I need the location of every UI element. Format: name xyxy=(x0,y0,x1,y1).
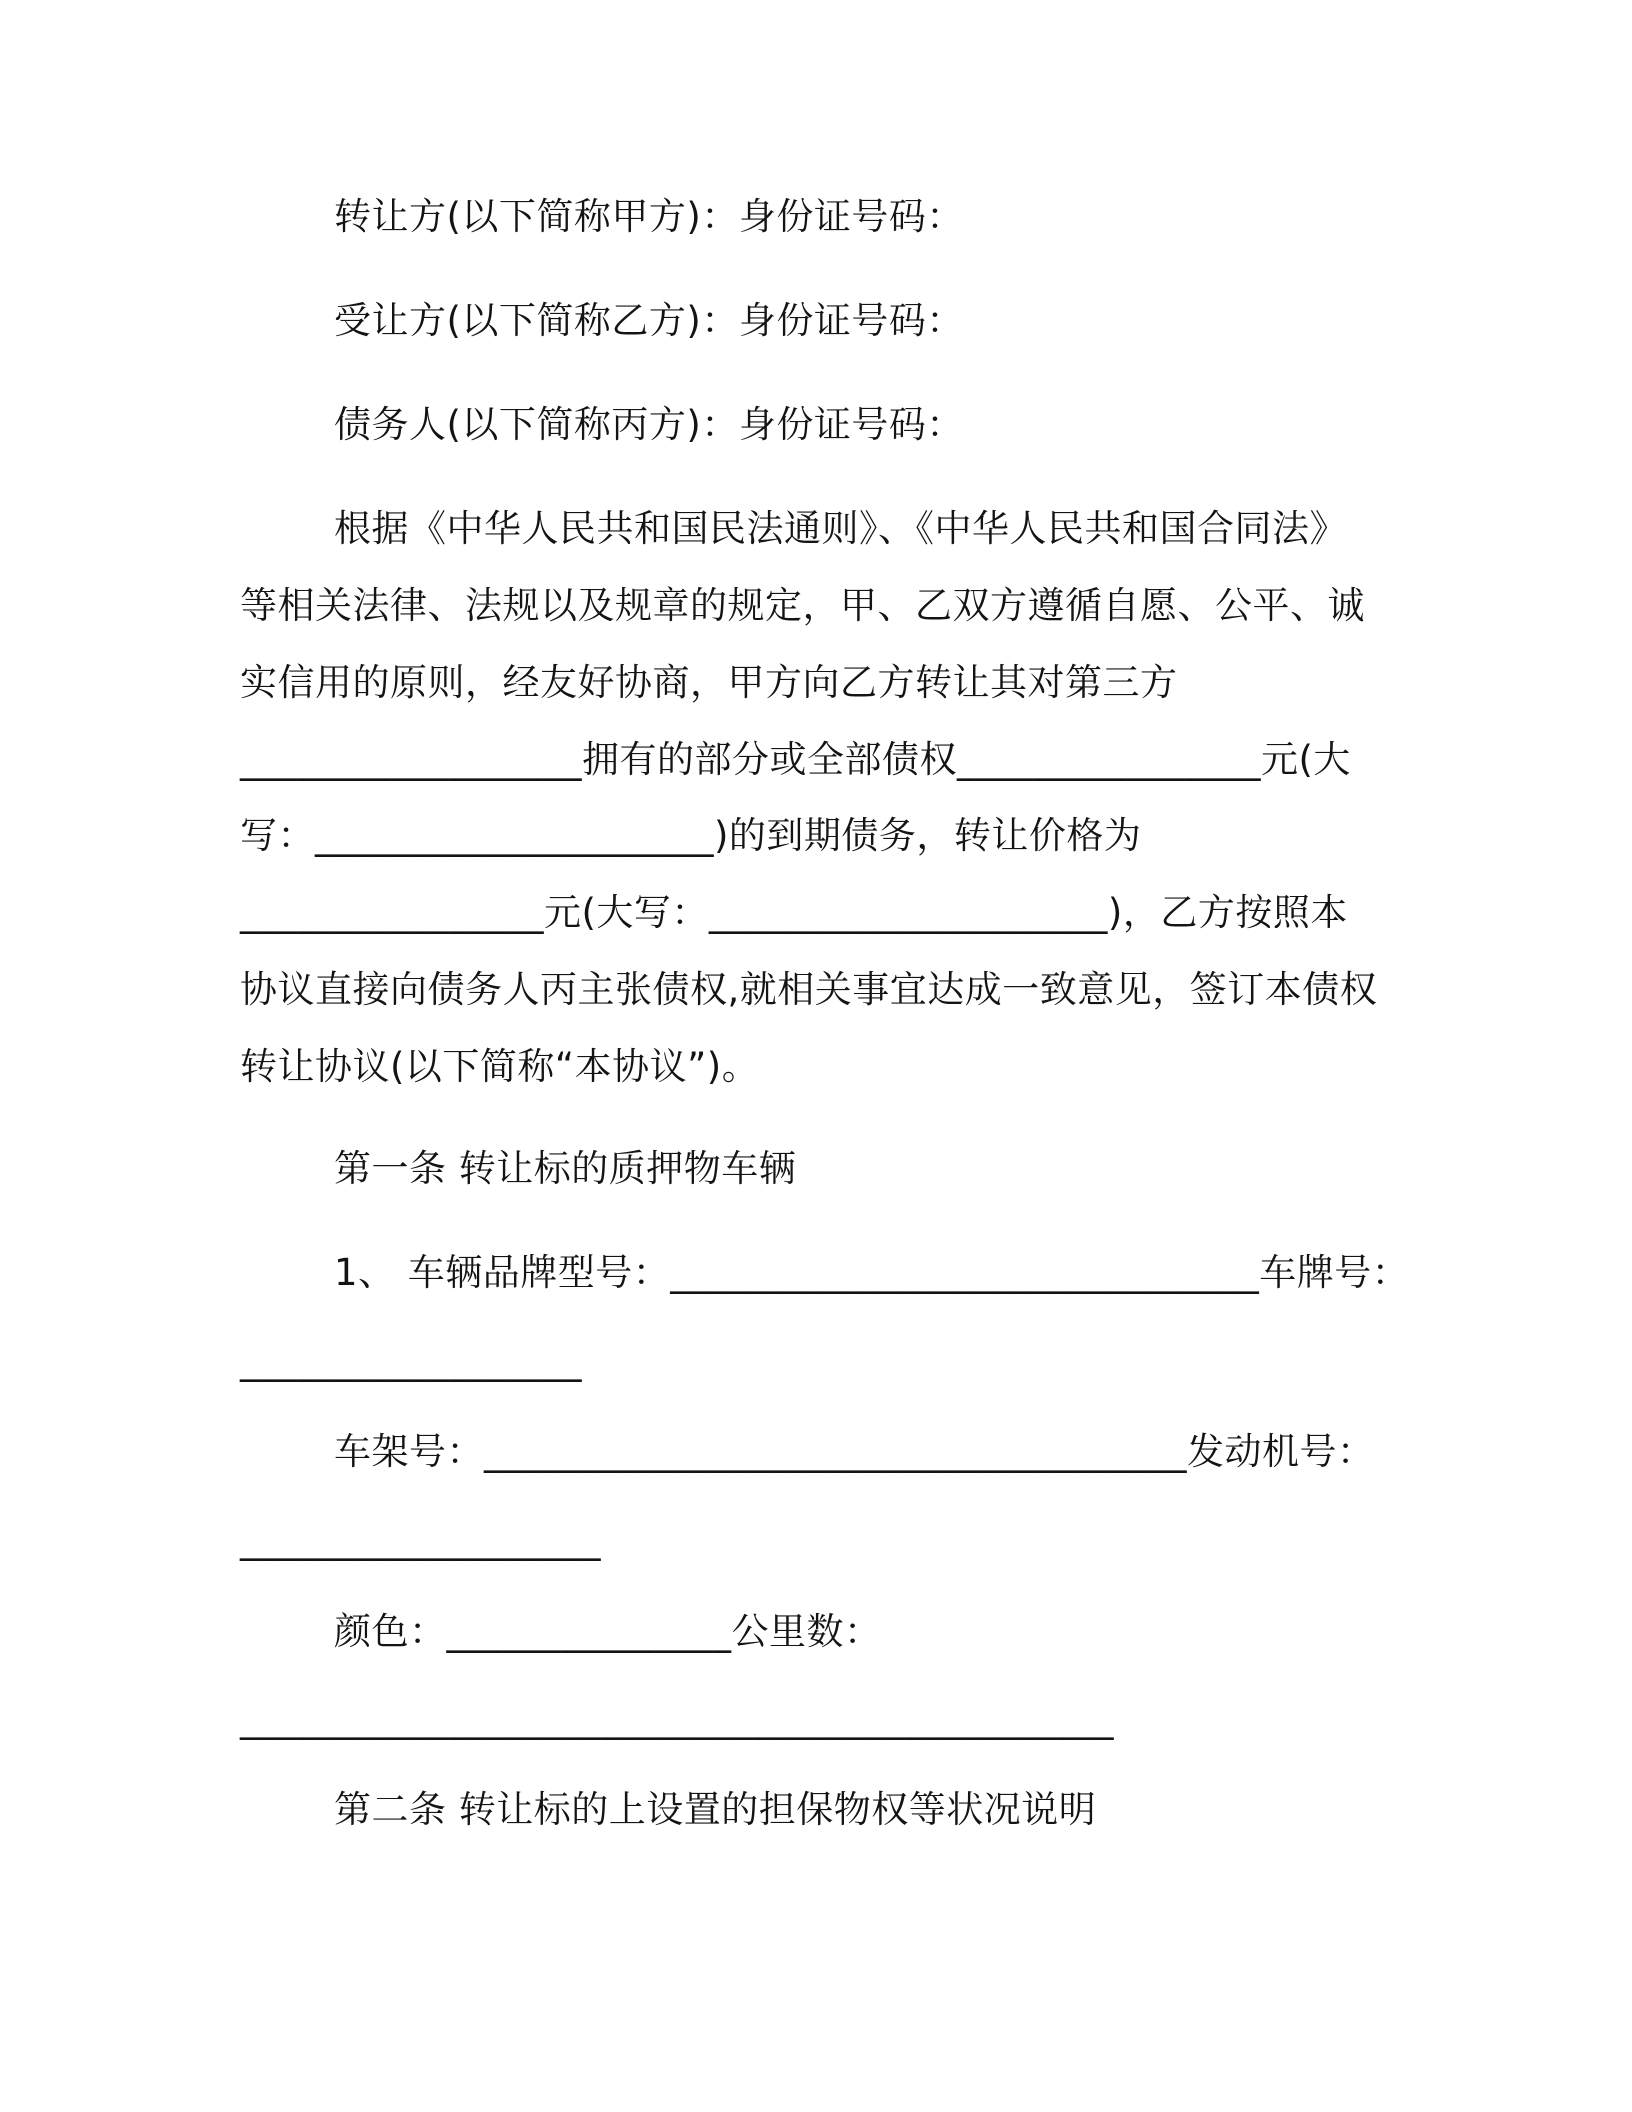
article-2-heading: 第二条 转让标的上设置的担保物权等状况说明 xyxy=(334,1788,1097,1831)
vehicle-model-line: 1、 车辆品牌型号：_______________________________车牌号： xyxy=(334,1251,1410,1294)
engine-number-blank: ___________________ xyxy=(240,1518,601,1561)
transferor-line: 转让方(以下简称甲方)：身份证号码： xyxy=(334,195,964,238)
preamble-line-6: ________________元(大写：_____________________)，乙方按照本 xyxy=(240,891,1348,934)
preamble-line-3: 实信用的原则，经友好协商，甲方向乙方转让其对第三方 xyxy=(240,661,1178,704)
preamble-line-8: 转让协议(以下简称“本协议”)。 xyxy=(240,1045,760,1088)
preamble-line-2: 等相关法律、法规以及规章的规定，甲、乙双方遵循自愿、公平、诚 xyxy=(240,584,1365,627)
article-1-heading: 第一条 转让标的质押物车辆 xyxy=(334,1147,797,1190)
debtor-line: 债务人(以下简称丙方)：身份证号码： xyxy=(334,403,964,446)
preamble-line-7: 协议直接向债务人丙主张债权,就相关事宜达成一致意见，签订本债权 xyxy=(240,968,1378,1011)
preamble-line-5: 写：_____________________)的到期债务，转让价格为 xyxy=(240,814,1142,857)
preamble-line-4: __________________拥有的部分或全部债权________________元(大 xyxy=(240,738,1351,781)
frame-number-line: 车架号：_____________________________________发动机号： xyxy=(334,1430,1375,1473)
color-mileage-line: 颜色：_______________公里数： xyxy=(334,1610,882,1653)
preamble-line-1: 根据《中华人民共和国民法通则》、《中华人民共和国合同法》 xyxy=(334,507,1347,550)
mileage-blank: ______________________________________________ xyxy=(240,1697,1114,1740)
plate-number-blank: __________________ xyxy=(240,1339,582,1382)
transferee-line: 受让方(以下简称乙方)：身份证号码： xyxy=(334,299,964,342)
